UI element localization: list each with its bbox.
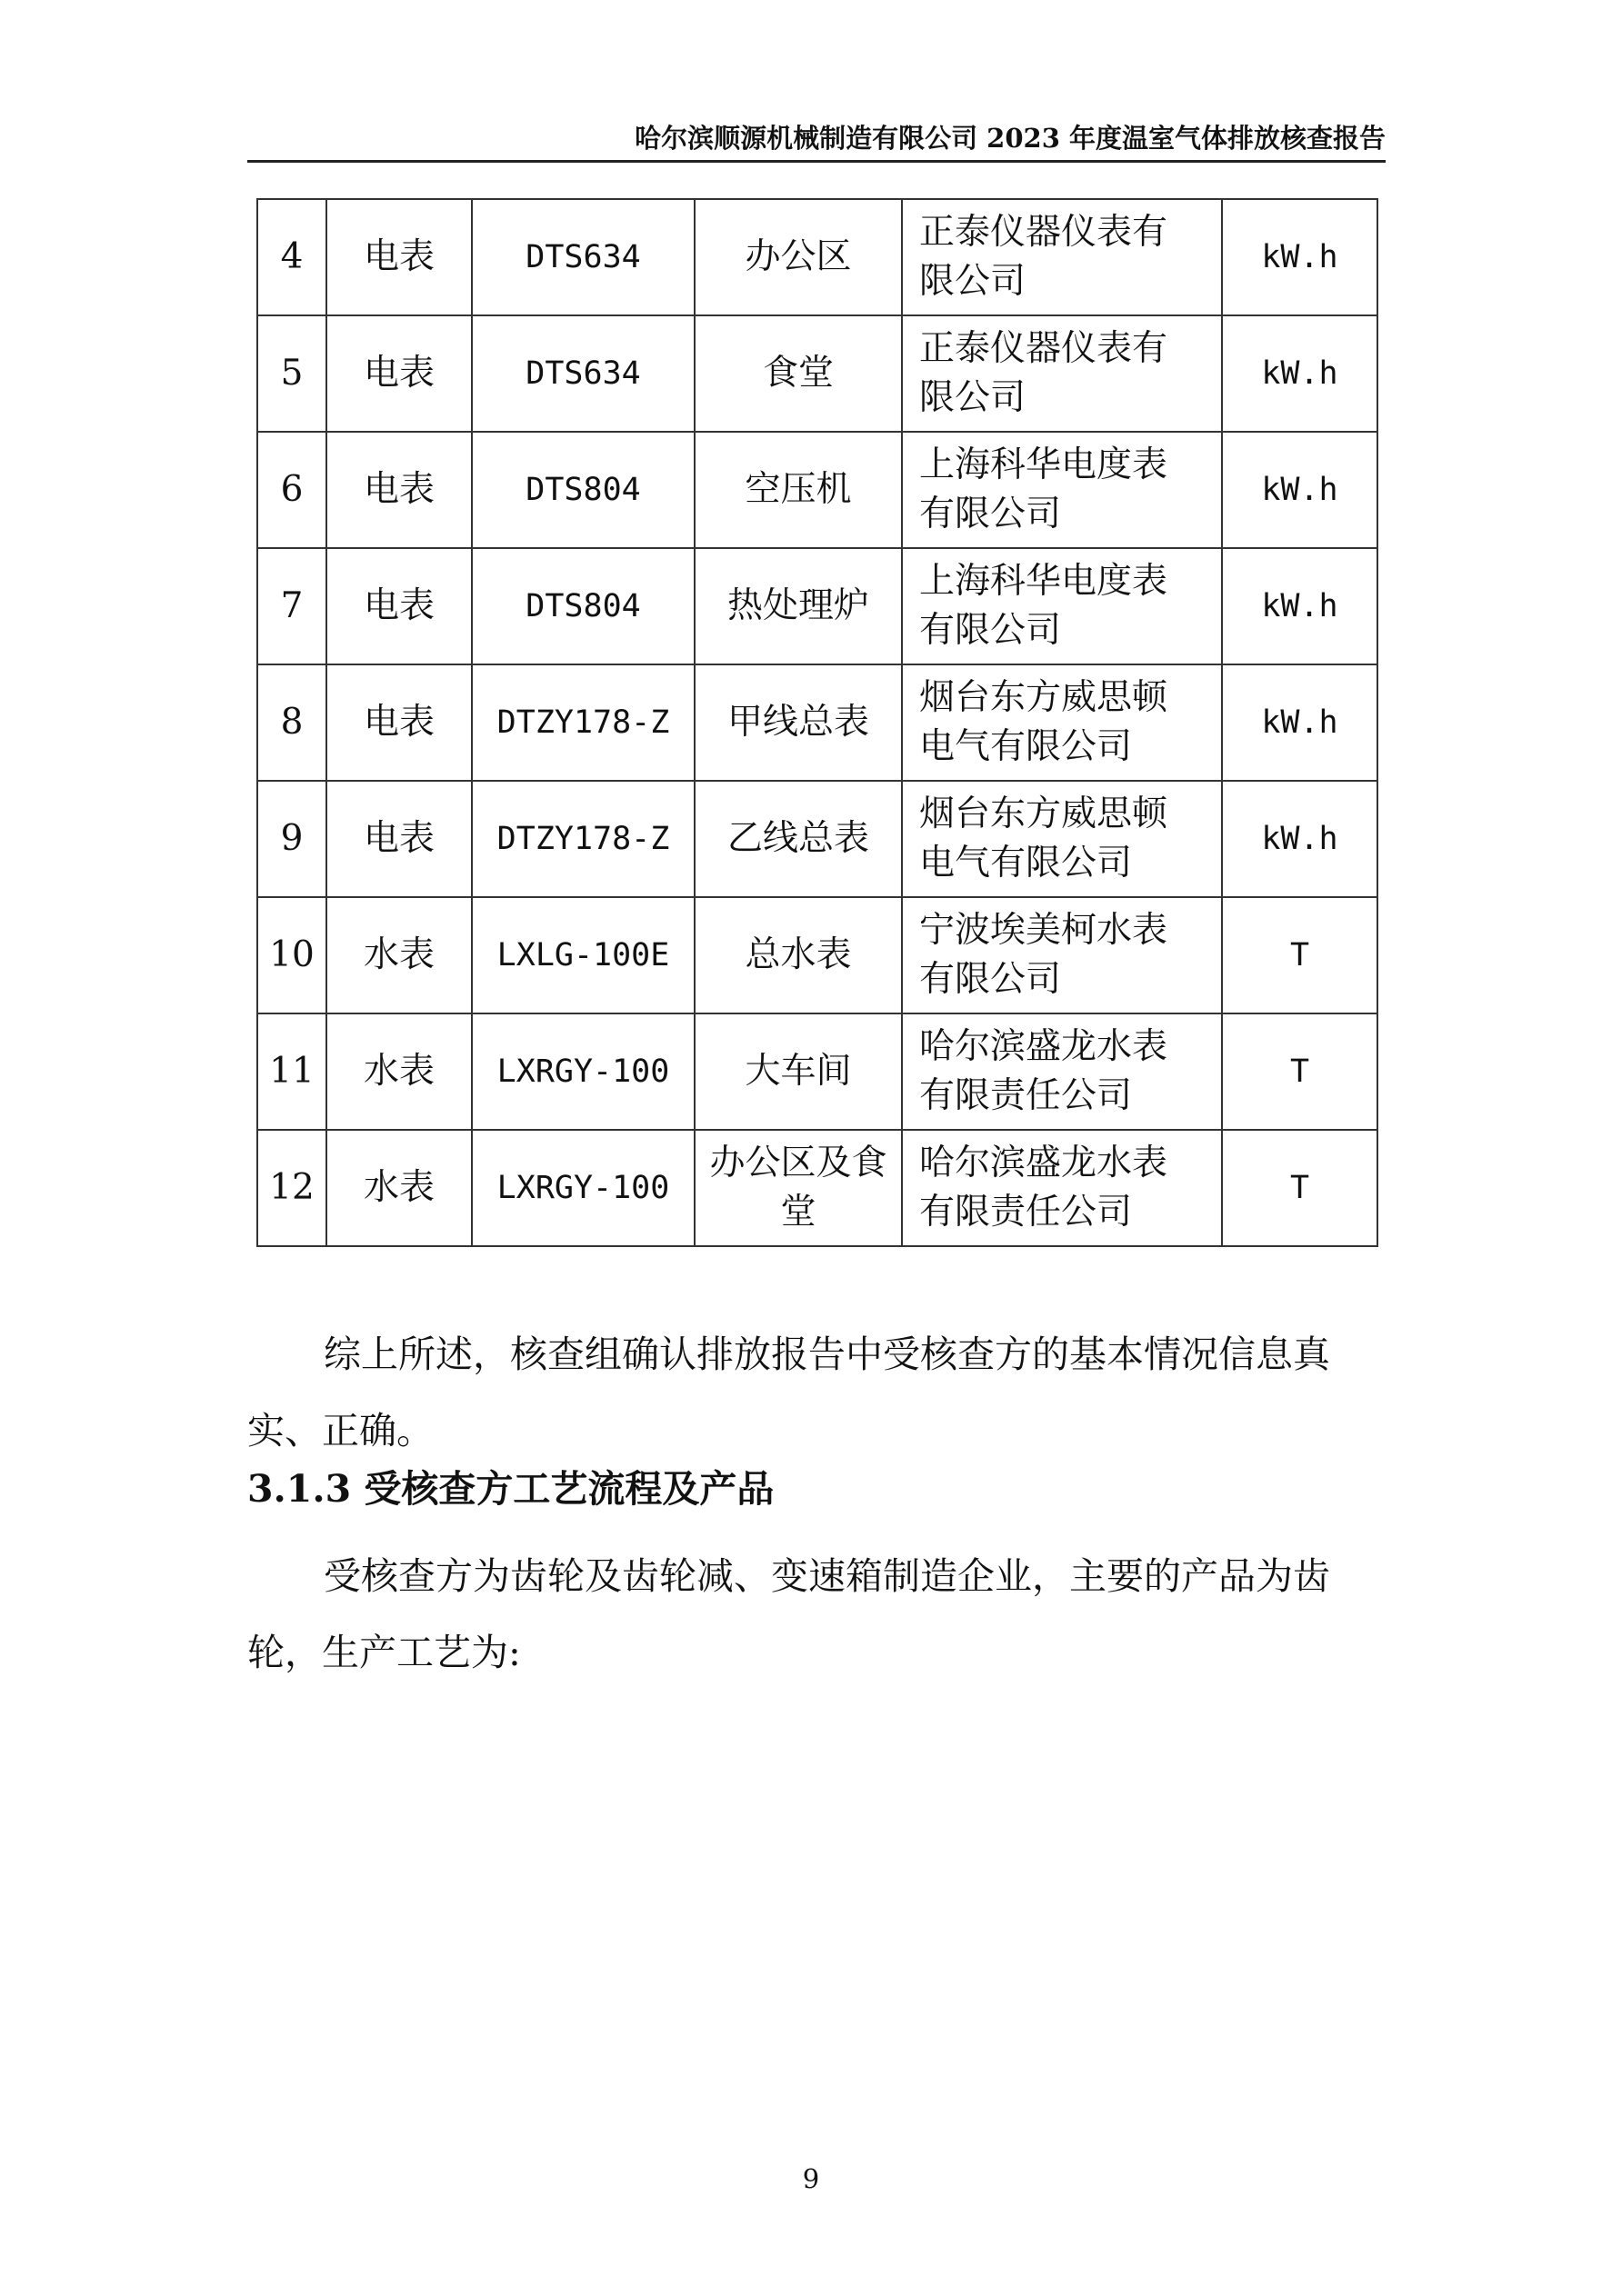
install-location: 总水表 bbox=[695, 897, 902, 1013]
table-row bbox=[257, 897, 1377, 1013]
meter-type: 电表 bbox=[326, 432, 472, 548]
row-number: 9 bbox=[257, 781, 326, 897]
table-row bbox=[257, 781, 1377, 897]
manufacturer bbox=[902, 664, 1222, 781]
row-number: 10 bbox=[257, 897, 326, 1013]
meter-model: LXRGY-100 bbox=[472, 1130, 695, 1246]
manufacturer-line-2: 有限责任公司 bbox=[919, 1075, 1133, 1116]
manufacturer bbox=[902, 1013, 1222, 1130]
page-number: 9 bbox=[802, 2163, 820, 2194]
measurement-unit: kW.h bbox=[1222, 548, 1377, 664]
measurement-unit: T bbox=[1222, 1130, 1377, 1246]
table-row bbox=[257, 432, 1377, 548]
meter-model: DTS634 bbox=[472, 315, 695, 432]
manufacturer-line-2: 有限公司 bbox=[919, 959, 1062, 1000]
manufacturer-line-1: 上海科华电度表 bbox=[919, 561, 1168, 602]
manufacturer-line-1: 上海科华电度表 bbox=[919, 444, 1168, 485]
install-location: 办公区 bbox=[695, 199, 902, 315]
measurement-unit: T bbox=[1222, 1013, 1377, 1130]
manufacturer bbox=[902, 897, 1222, 1013]
meter-type: 电表 bbox=[326, 664, 472, 781]
row-number: 12 bbox=[257, 1130, 326, 1246]
meter-model: DTZY178-Z bbox=[472, 664, 695, 781]
report-title: 哈尔滨顺源机械制造有限公司 2023 年度温室气体排放核查报告 bbox=[635, 123, 1386, 154]
manufacturer-line-1: 正泰仪器仪表有 bbox=[919, 328, 1168, 369]
row-number: 6 bbox=[257, 432, 326, 548]
meter-model: DTS634 bbox=[472, 199, 695, 315]
manufacturer-line-2: 限公司 bbox=[919, 377, 1026, 418]
table-row bbox=[257, 1013, 1377, 1130]
row-number: 8 bbox=[257, 664, 326, 781]
manufacturer-line-2: 电气有限公司 bbox=[919, 726, 1133, 767]
meter-type: 电表 bbox=[326, 781, 472, 897]
install-location: 大车间 bbox=[695, 1013, 902, 1130]
section-title: 受核查方工艺流程及产品 bbox=[364, 1467, 775, 1511]
install-location: 办公区及食堂 bbox=[695, 1130, 902, 1246]
meter-model: LXLG-100E bbox=[472, 897, 695, 1013]
measurement-unit: kW.h bbox=[1222, 781, 1377, 897]
manufacturer bbox=[902, 315, 1222, 432]
page-header bbox=[247, 116, 1386, 163]
install-location: 热处理炉 bbox=[695, 548, 902, 664]
install-location: 乙线总表 bbox=[695, 781, 902, 897]
summary-paragraph: 综上所述，核查组确认排放报告中受核查方的基本情况信息真实、正确。 bbox=[247, 1333, 1330, 1452]
section-number: 3.1.3 bbox=[247, 1467, 352, 1511]
measurement-unit: kW.h bbox=[1222, 664, 1377, 781]
row-number: 7 bbox=[257, 548, 326, 664]
meter-model: DTS804 bbox=[472, 548, 695, 664]
manufacturer-line-2: 有限公司 bbox=[919, 610, 1062, 651]
meter-type: 电表 bbox=[326, 548, 472, 664]
manufacturer-line-1: 哈尔滨盛龙水表 bbox=[919, 1143, 1168, 1183]
process-paragraph: 受核查方为齿轮及齿轮减、变速箱制造企业，主要的产品为齿轮，生产工艺为: bbox=[247, 1554, 1330, 1674]
manufacturer bbox=[902, 199, 1222, 315]
measurement-unit: kW.h bbox=[1222, 315, 1377, 432]
install-location: 空压机 bbox=[695, 432, 902, 548]
table-row bbox=[257, 548, 1377, 664]
manufacturer-line-2: 有限责任公司 bbox=[919, 1192, 1133, 1233]
manufacturer bbox=[902, 548, 1222, 664]
meter-model: LXRGY-100 bbox=[472, 1013, 695, 1130]
meter-type: 水表 bbox=[326, 1013, 472, 1130]
install-location: 食堂 bbox=[695, 315, 902, 432]
manufacturer-line-1: 烟台东方威思顿 bbox=[919, 677, 1168, 718]
manufacturer bbox=[902, 432, 1222, 548]
row-number: 4 bbox=[257, 199, 326, 315]
manufacturer bbox=[902, 781, 1222, 897]
meter-model: DTZY178-Z bbox=[472, 781, 695, 897]
manufacturer-line-2: 电气有限公司 bbox=[919, 843, 1133, 883]
meter-type: 水表 bbox=[326, 897, 472, 1013]
table-row bbox=[257, 664, 1377, 781]
meter-table bbox=[256, 198, 1378, 1247]
table-row bbox=[257, 315, 1377, 432]
meter-type: 电表 bbox=[326, 315, 472, 432]
measurement-unit: T bbox=[1222, 897, 1377, 1013]
table-row bbox=[257, 1130, 1377, 1246]
row-number: 5 bbox=[257, 315, 326, 432]
install-location: 甲线总表 bbox=[695, 664, 902, 781]
section-heading bbox=[247, 1462, 1386, 1516]
manufacturer-line-1: 宁波埃美柯水表 bbox=[919, 910, 1168, 951]
row-number: 11 bbox=[257, 1013, 326, 1130]
meter-type: 水表 bbox=[326, 1130, 472, 1246]
meter-type: 电表 bbox=[326, 199, 472, 315]
measurement-unit: kW.h bbox=[1222, 199, 1377, 315]
meter-model: DTS804 bbox=[472, 432, 695, 548]
manufacturer-line-1: 哈尔滨盛龙水表 bbox=[919, 1026, 1168, 1067]
manufacturer-line-1: 正泰仪器仪表有 bbox=[919, 212, 1168, 253]
manufacturer-line-2: 限公司 bbox=[919, 261, 1026, 302]
measurement-unit: kW.h bbox=[1222, 432, 1377, 548]
manufacturer bbox=[902, 1130, 1222, 1246]
manufacturer-line-2: 有限公司 bbox=[919, 494, 1062, 534]
table-row bbox=[257, 199, 1377, 315]
manufacturer-line-1: 烟台东方威思顿 bbox=[919, 794, 1168, 834]
